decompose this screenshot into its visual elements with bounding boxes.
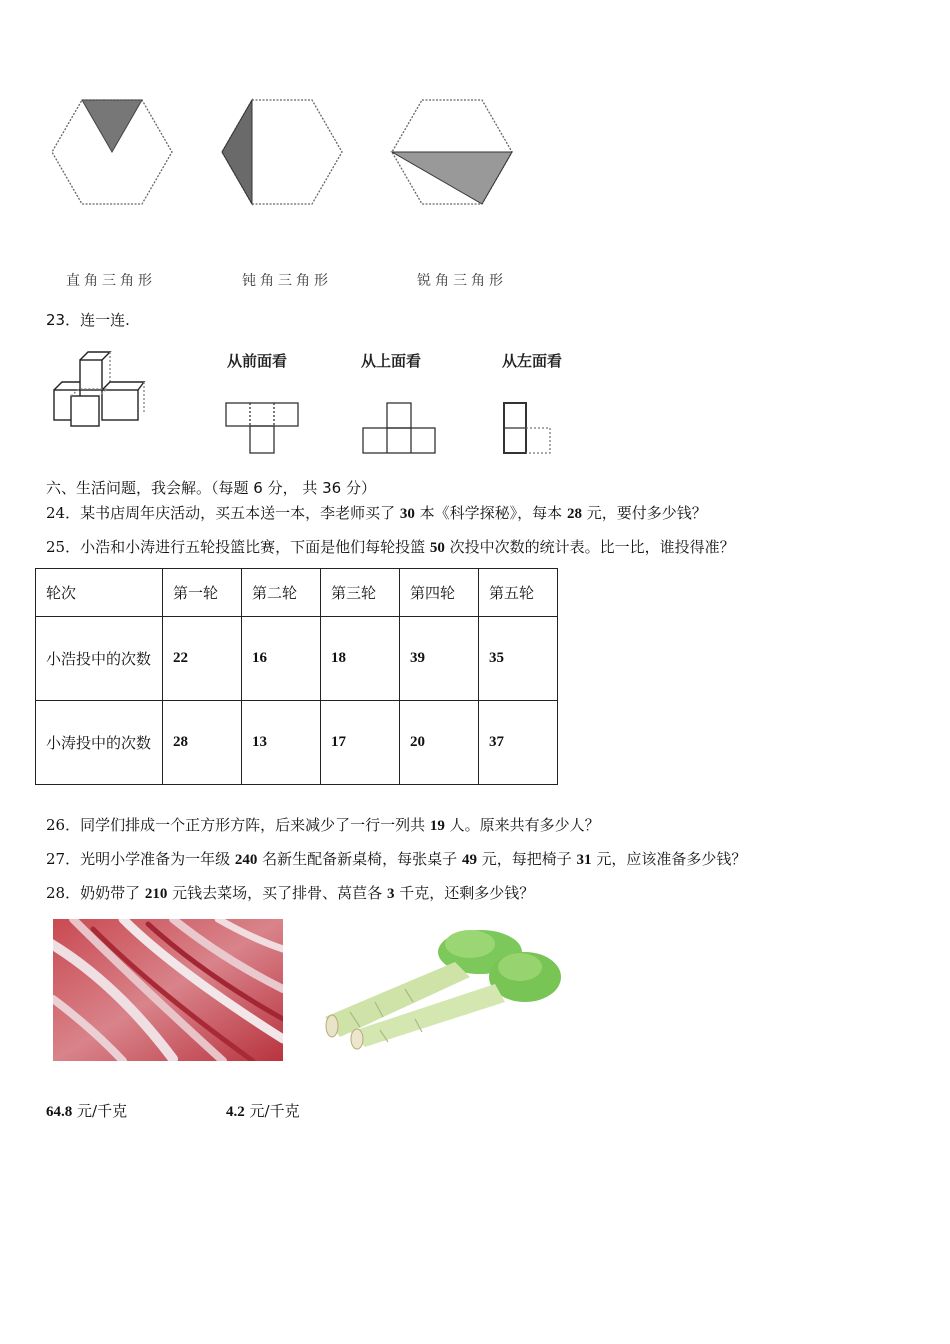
table-header-cell: 轮次 [36, 569, 163, 617]
caption-right-triangle: 直角三角形 [66, 273, 156, 289]
q24-price: 28 [566, 506, 582, 522]
q27-mid1: 名新生配备新桌椅，每张桌子 [262, 850, 458, 868]
table-header-cell: 第五轮 [479, 569, 558, 617]
q27-desk-price: 49 [461, 852, 477, 868]
front-view-figure[interactable] [224, 400, 304, 456]
q27-mid2: 元，每把椅子 [481, 850, 572, 868]
q24-prefix: 24．某书店周年庆活动，买五本送一本，李老师买了 [46, 504, 396, 522]
spare-ribs-image [53, 919, 283, 1061]
table-row [36, 617, 558, 701]
q28-money: 210 [144, 886, 168, 902]
q26-count: 19 [429, 818, 445, 834]
q25-prefix: 25．小浩和小涛进行五轮投篮比赛，下面是他们每轮投篮 [46, 538, 426, 556]
caption-acute-triangle: 锐角三角形 [417, 273, 507, 289]
q24-mid: 本《科学探秘》，每本 [419, 504, 563, 522]
q25-suffix: 次投中次数的统计表。比一比，谁投得准？ [449, 538, 735, 556]
q27-chair-price: 31 [576, 852, 592, 868]
q27-prefix: 27．光明小学准备为一年级 [46, 850, 231, 868]
hexagon-figure-obtuse-triangle [220, 97, 345, 207]
top-view-figure[interactable] [361, 400, 441, 456]
question-23-title: 23．连一连. [46, 311, 130, 329]
spare-ribs-price [46, 1100, 127, 1121]
table-cell: 35 [479, 617, 558, 701]
q27-students: 240 [234, 852, 258, 868]
q24-count: 30 [399, 506, 415, 522]
spare-ribs-price-value: 64.8 [46, 1104, 73, 1120]
question-24 [46, 503, 707, 524]
table-cell: 39 [400, 617, 479, 701]
question-27 [46, 849, 746, 870]
q28-kg: 3 [386, 886, 395, 902]
q26-suffix: 人。原来共有多少人？ [449, 816, 600, 834]
table-cell: 28 [163, 701, 242, 785]
table-header-cell: 第三轮 [321, 569, 400, 617]
q24-suffix: 元，要付多少钱？ [586, 504, 707, 522]
table-header-row [36, 569, 558, 617]
row-label: 小浩投中的次数 [36, 617, 163, 701]
q25-count: 50 [429, 540, 445, 556]
table-cell: 17 [321, 701, 400, 785]
row-label: 小涛投中的次数 [36, 701, 163, 785]
table-header-cell: 第二轮 [242, 569, 321, 617]
shooting-stats-table [35, 568, 558, 785]
view-label-left: 从左面看 [502, 352, 563, 370]
question-28 [46, 883, 534, 904]
table-cell: 22 [163, 617, 242, 701]
table-cell: 18 [321, 617, 400, 701]
view-label-front: 从前面看 [227, 352, 288, 370]
cube-stack-figure [48, 348, 148, 430]
left-view-figure[interactable] [502, 400, 562, 456]
spare-ribs-price-unit: 元/千克 [77, 1102, 128, 1120]
table-cell: 16 [242, 617, 321, 701]
table-header-cell: 第四轮 [400, 569, 479, 617]
hexagon-figure-acute-triangle [390, 97, 515, 207]
view-label-top: 从上面看 [361, 352, 422, 370]
table-row [36, 701, 558, 785]
lettuce-stem-price-value: 4.2 [226, 1104, 245, 1120]
table-cell: 13 [242, 701, 321, 785]
table-cell: 37 [479, 701, 558, 785]
hexagon-figure-right-triangle [50, 97, 175, 207]
table-cell: 20 [400, 701, 479, 785]
q26-prefix: 26．同学们排成一个正方形方阵，后来减少了一行一列共 [46, 816, 426, 834]
caption-obtuse-triangle: 钝角三角形 [242, 273, 332, 289]
question-25 [46, 537, 735, 558]
question-26 [46, 815, 600, 836]
q28-suffix: 千克，还剩多少钱？ [399, 884, 535, 902]
q27-suffix: 元，应该准备多少钱？ [596, 850, 747, 868]
q28-mid: 元钱去菜场，买了排骨、莴苣各 [172, 884, 383, 902]
lettuce-stem-price [226, 1100, 300, 1121]
lettuce-stem-price-unit: 元/千克 [249, 1102, 300, 1120]
lettuce-stem-image [320, 922, 565, 1052]
section-6-heading: 六、生活问题，我会解。（每题 6 分， 共 36 分） [46, 479, 376, 497]
q28-prefix: 28．奶奶带了 [46, 884, 141, 902]
table-header-cell: 第一轮 [163, 569, 242, 617]
